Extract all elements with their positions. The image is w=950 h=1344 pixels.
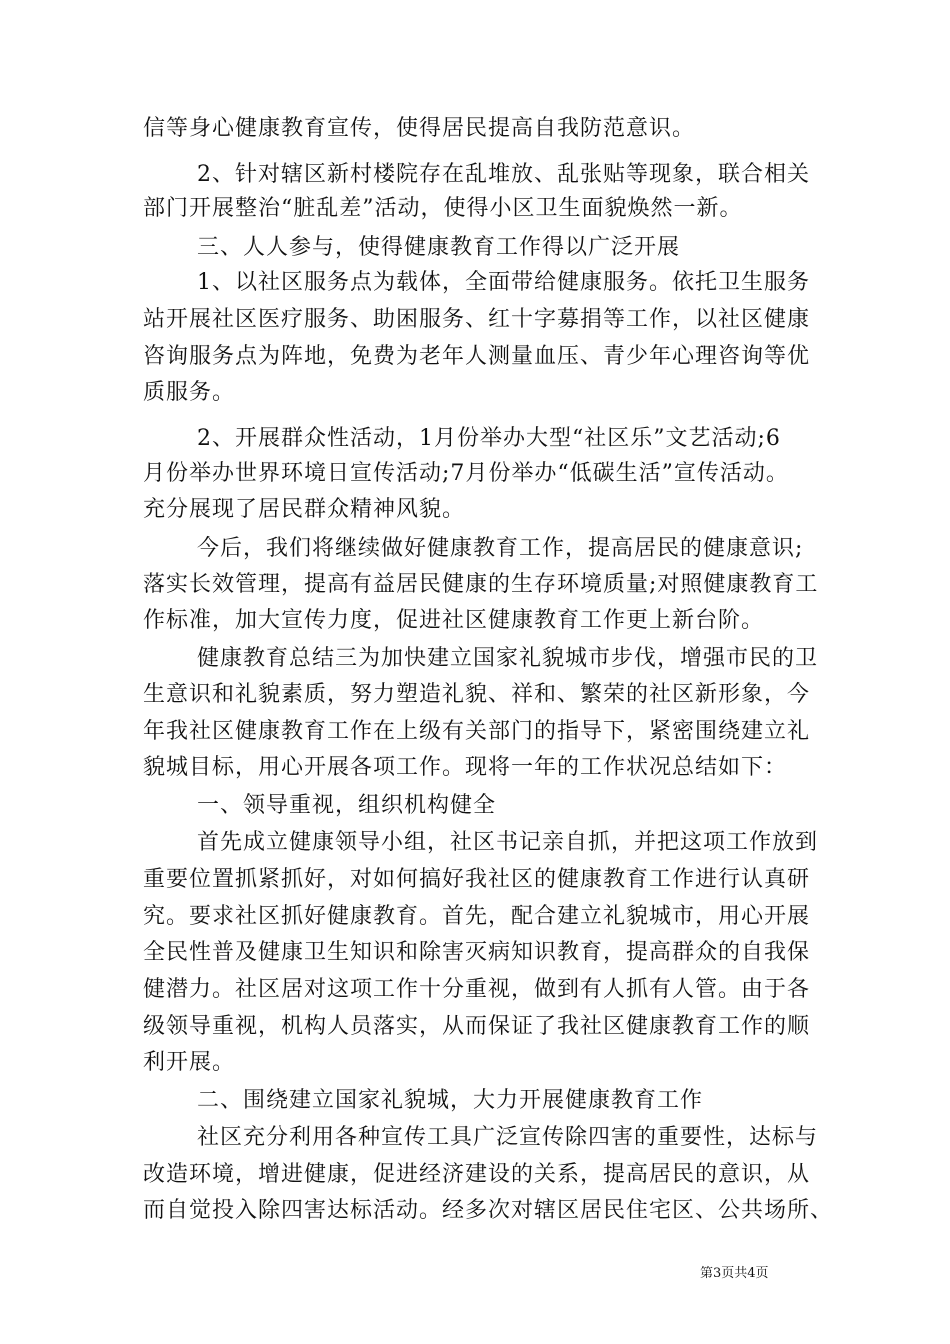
text-line: 究。要求社区抓好健康教育。首先，配合建立礼貌城市，用心开展 — [143, 904, 811, 929]
text-line: 质服务。 — [143, 380, 236, 405]
text-line: 而自觉投入除四害达标活动。经多次对辖区居民住宅区、公共场所、 — [143, 1198, 834, 1223]
text-line: 年我社区健康教育工作在上级有关部门的指导下，紧密围绕建立礼 — [143, 719, 811, 744]
text-line: 级领导重视，机构人员落实，从而保证了我社区健康教育工作的顺 — [143, 1014, 811, 1039]
text-line: 社区充分利用各种宣传工具广泛宣传除四害的重要性，达标与 — [197, 1125, 819, 1150]
text-line: 落实长效管理，提高有益居民健康的生存环境质量;对照健康教育工 — [143, 572, 819, 597]
text-line: 健康教育总结三为加快建立国家礼貌城市步伐，增强市民的卫 — [197, 646, 819, 671]
text-line: 月份举办世界环境日宣传活动;7月份举办“低碳生活”宣传活动。 — [143, 461, 789, 486]
text-line: 改造环境，增进健康，促进经济建设的关系，提高居民的意识，从 — [143, 1162, 811, 1187]
text-line: 全民性普及健康卫生知识和除害灭病知识教育，提高群众的自我保 — [143, 940, 811, 965]
text-line: 咨询服务点为阵地，免费为老年人测量血压、青少年心理咨询等优 — [143, 344, 811, 369]
text-line: 重要位置抓紧抓好，对如何搞好我社区的健康教育工作进行认真研 — [143, 867, 811, 892]
text-line: 部门开展整治“脏乱差”活动，使得小区卫生面貌焕然一新。 — [143, 196, 743, 221]
text-line: 信等身心健康教育宣传，使得居民提高自我防范意识。 — [143, 116, 696, 141]
text-line: 今后，我们将继续做好健康教育工作，提高居民的健康意识; — [197, 536, 804, 561]
text-line: 生意识和礼貌素质，努力塑造礼貌、祥和、繁荣的社区新形象，今 — [143, 682, 811, 707]
text-line: 站开展社区医疗服务、助困服务、红十字募捐等工作，以社区健康 — [143, 307, 811, 332]
text-line: 健潜力。社区居对这项工作十分重视，做到有人抓有人管。由于各 — [143, 977, 811, 1002]
section-heading: 三、人人参与，使得健康教育工作得以广泛开展 — [197, 235, 681, 260]
text-line: 貌城目标，用心开展各项工作。现将一年的工作状况总结如下： — [143, 755, 788, 780]
text-line: 1、以社区服务点为载体，全面带给健康服务。依托卫生服务 — [197, 270, 810, 295]
text-line: 2、针对辖区新村楼院存在乱堆放、乱张贴等现象，联合相关 — [197, 162, 810, 187]
text-line: 利开展。 — [143, 1050, 236, 1075]
text-line: 首先成立健康领导小组，社区书记亲自抓，并把这项工作放到 — [197, 830, 819, 855]
text-line: 充分展现了居民群众精神风貌。 — [143, 497, 466, 522]
page-number: 第3页共4页 — [700, 1266, 769, 1281]
section-heading: 二、围绕建立国家礼貌城，大力开展健康教育工作 — [197, 1088, 704, 1113]
text-line: 作标准，加大宣传力度，促进社区健康教育工作更上新台阶。 — [143, 608, 765, 633]
section-heading: 一、领导重视，组织机构健全 — [197, 793, 497, 818]
text-line: 2、开展群众性活动，1月份举办大型“社区乐”文艺活动;6 — [197, 426, 781, 451]
